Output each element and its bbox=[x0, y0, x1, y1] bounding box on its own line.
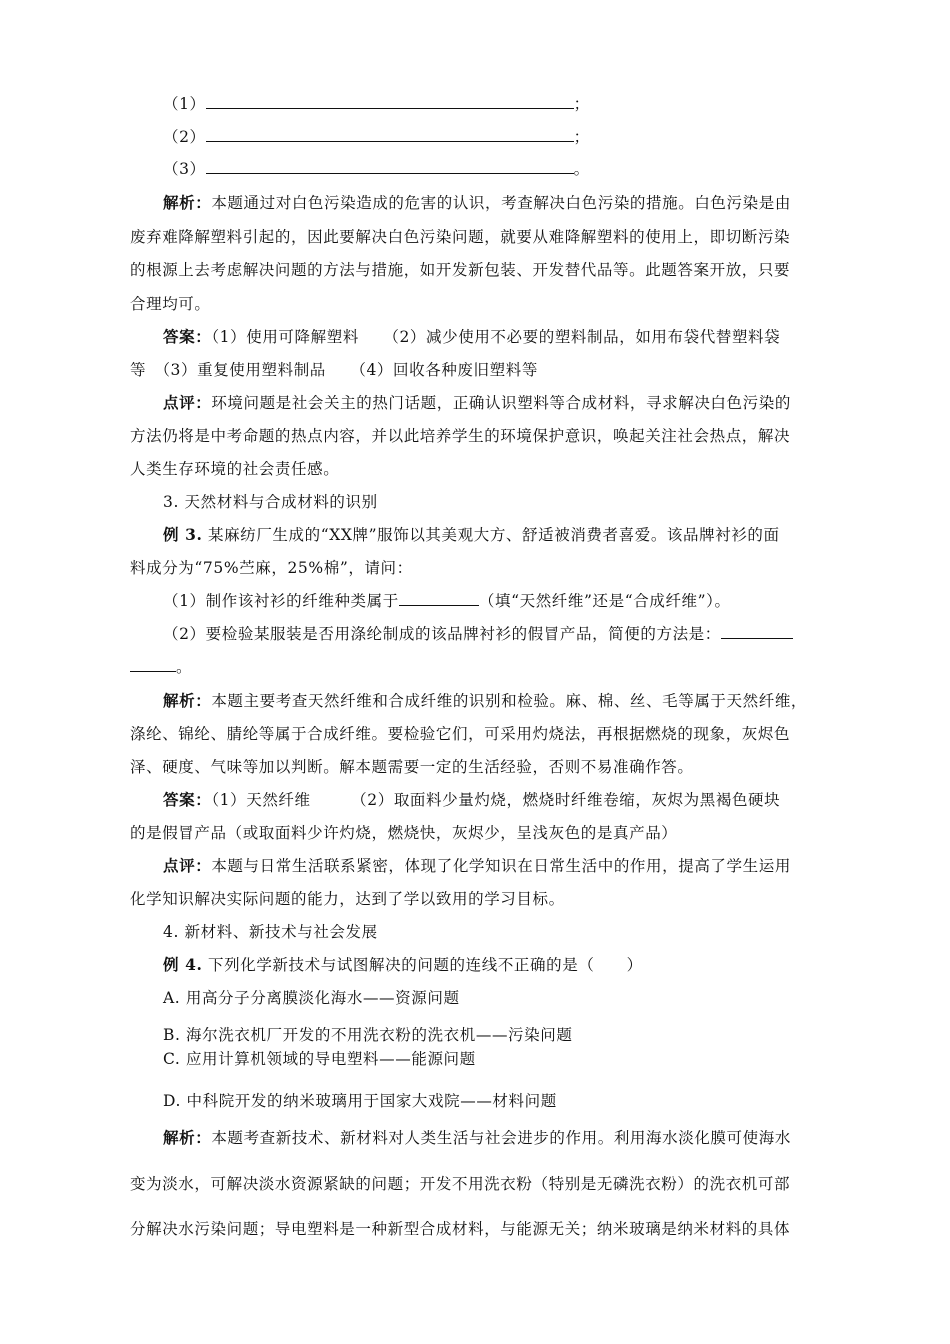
option-c: C. 应用计算机领域的导电塑料——能源问题 bbox=[163, 1050, 476, 1068]
answer-blank[interactable] bbox=[206, 159, 574, 174]
blank-line-3: （3） 。 bbox=[163, 160, 590, 178]
answer-paragraph: 答案：（1）天然纤维 （2）取面料少量灼烧，燃烧时纤维卷缩，灰烬为黑褐色硬块 bbox=[163, 790, 781, 809]
blank-label: （2） bbox=[163, 128, 206, 146]
example-label: 例 4. bbox=[163, 955, 203, 974]
analysis-line: 合理均可。 bbox=[130, 295, 211, 313]
option-d: D. 中科院开发的纳米玻璃用于国家大戏院——材料问题 bbox=[163, 1092, 557, 1110]
analysis-paragraph: 解析：本题通过对白色污染造成的危害的认识，考查解决白色污染的措施。白色污染是由 bbox=[163, 193, 791, 212]
answer-blank[interactable] bbox=[206, 94, 574, 109]
analysis-paragraph: 解析：本题主要考查天然纤维和合成纤维的识别和检验。麻、棉、丝、毛等属于天然纤维， bbox=[163, 691, 808, 710]
blank-label: （3） bbox=[163, 160, 206, 178]
analysis-line: 的根源上去考虑解决问题的方法与措施，如开发新包装、开发替代品等。此题答案开放，只要 bbox=[130, 261, 791, 279]
example-paragraph: 例 3. 某麻纺厂生成的“XX牌”服饰以其美观大方、舒适被消费者喜爱。该品牌衬衫的面 bbox=[163, 525, 780, 544]
option-b: B. 海尔洗衣机厂开发的不用洗衣粉的洗衣机——污染问题 bbox=[163, 1026, 573, 1044]
comment-label: 点评： bbox=[163, 393, 212, 412]
answer-blank[interactable] bbox=[721, 624, 793, 639]
section-heading: 3. 天然材料与合成材料的识别 bbox=[163, 493, 378, 511]
analysis-line: 废弃难降解塑料引起的，因此要解决白色污染问题，就要从难降解塑料的使用上，即切断污染 bbox=[130, 228, 791, 246]
example-label: 例 3. bbox=[163, 525, 203, 544]
option-a: A. 用高分子分离膜淡化海水——资源问题 bbox=[163, 989, 460, 1007]
example-line: 料成分为“75%苎麻，25%棉”，请问： bbox=[130, 559, 413, 577]
answer-blank[interactable] bbox=[399, 591, 479, 606]
blank-line-1: （1） ； bbox=[163, 95, 590, 113]
blank-label: （1） bbox=[163, 95, 206, 113]
answer-blank[interactable] bbox=[130, 657, 176, 672]
analysis-paragraph: 解析：本题考查新技术、新材料对人类生活与社会进步的作用。利用海水淡化膜可使海水 bbox=[163, 1128, 791, 1147]
answer-label: 答案： bbox=[163, 327, 212, 346]
comment-label: 点评： bbox=[163, 856, 212, 875]
comment-paragraph: 点评：环境问题是社会关主的热门话题，正确认识塑料等合成材料，寻求解决白色污染的 bbox=[163, 393, 791, 412]
analysis-line: 泽、硬度、气味等加以判断。解本题需要一定的生活经验，否则不易准确作答。 bbox=[130, 758, 694, 776]
answer-paragraph: 答案：（1）使用可降解塑料 （2）减少使用不必要的塑料制品，如用布袋代替塑料袋 bbox=[163, 327, 781, 346]
answer-label: 答案： bbox=[163, 790, 212, 809]
blank-line-2: （2） ； bbox=[163, 128, 590, 146]
answer-line: 的是假冒产品（或取面料少许灼烧，燃烧快，灰烬少，呈浅灰色的是真产品） bbox=[130, 824, 678, 842]
example-paragraph: 例 4. 下列化学新技术与试图解决的问题的连线不正确的是（ ） bbox=[163, 955, 643, 974]
analysis-label: 解析： bbox=[163, 1128, 212, 1147]
question-2-continued: 。 bbox=[130, 656, 825, 678]
section-heading: 4. 新材料、新技术与社会发展 bbox=[163, 923, 378, 941]
analysis-line: 涤纶、锦纶、腈纶等属于合成纤维。要检验它们，可采用灼烧法，再根据燃烧的现象，灰烬色 bbox=[130, 725, 791, 743]
comment-line: 方法仍将是中考命题的热点内容，并以此培养学生的环境保护意识，唤起关注社会热点，解决 bbox=[130, 427, 791, 445]
answer-blank[interactable] bbox=[206, 127, 574, 142]
question-1: （1）制作该衬衫的纤维种类属于 （填“天然纤维”还是“合成纤维”）。 bbox=[163, 592, 731, 610]
answer-line: 等 （3）重复使用塑料制品 （4）回收各种废旧塑料等 bbox=[130, 361, 538, 379]
analysis-label: 解析： bbox=[163, 691, 212, 710]
comment-line: 化学知识解决实际问题的能力，达到了学以致用的学习目标。 bbox=[130, 890, 565, 908]
analysis-line: 分解决水污染问题；导电塑料是一种新型合成材料，与能源无关；纳米玻璃是纳米材料的具体 bbox=[130, 1220, 791, 1238]
analysis-line: 变为淡水，可解决淡水资源紧缺的问题；开发不用洗衣粉（特别是无磷洗衣粉）的洗衣机可部 bbox=[130, 1175, 791, 1193]
comment-line: 人类生存环境的社会责任感。 bbox=[130, 460, 340, 478]
question-2: （2）要检验某服装是否用涤纶制成的该品牌衬衫的假冒产品，简便的方法是： bbox=[163, 623, 858, 645]
comment-paragraph: 点评：本题与日常生活联系紧密，体现了化学知识在日常生活中的作用，提高了学生运用 bbox=[163, 856, 791, 875]
analysis-label: 解析： bbox=[163, 193, 212, 212]
